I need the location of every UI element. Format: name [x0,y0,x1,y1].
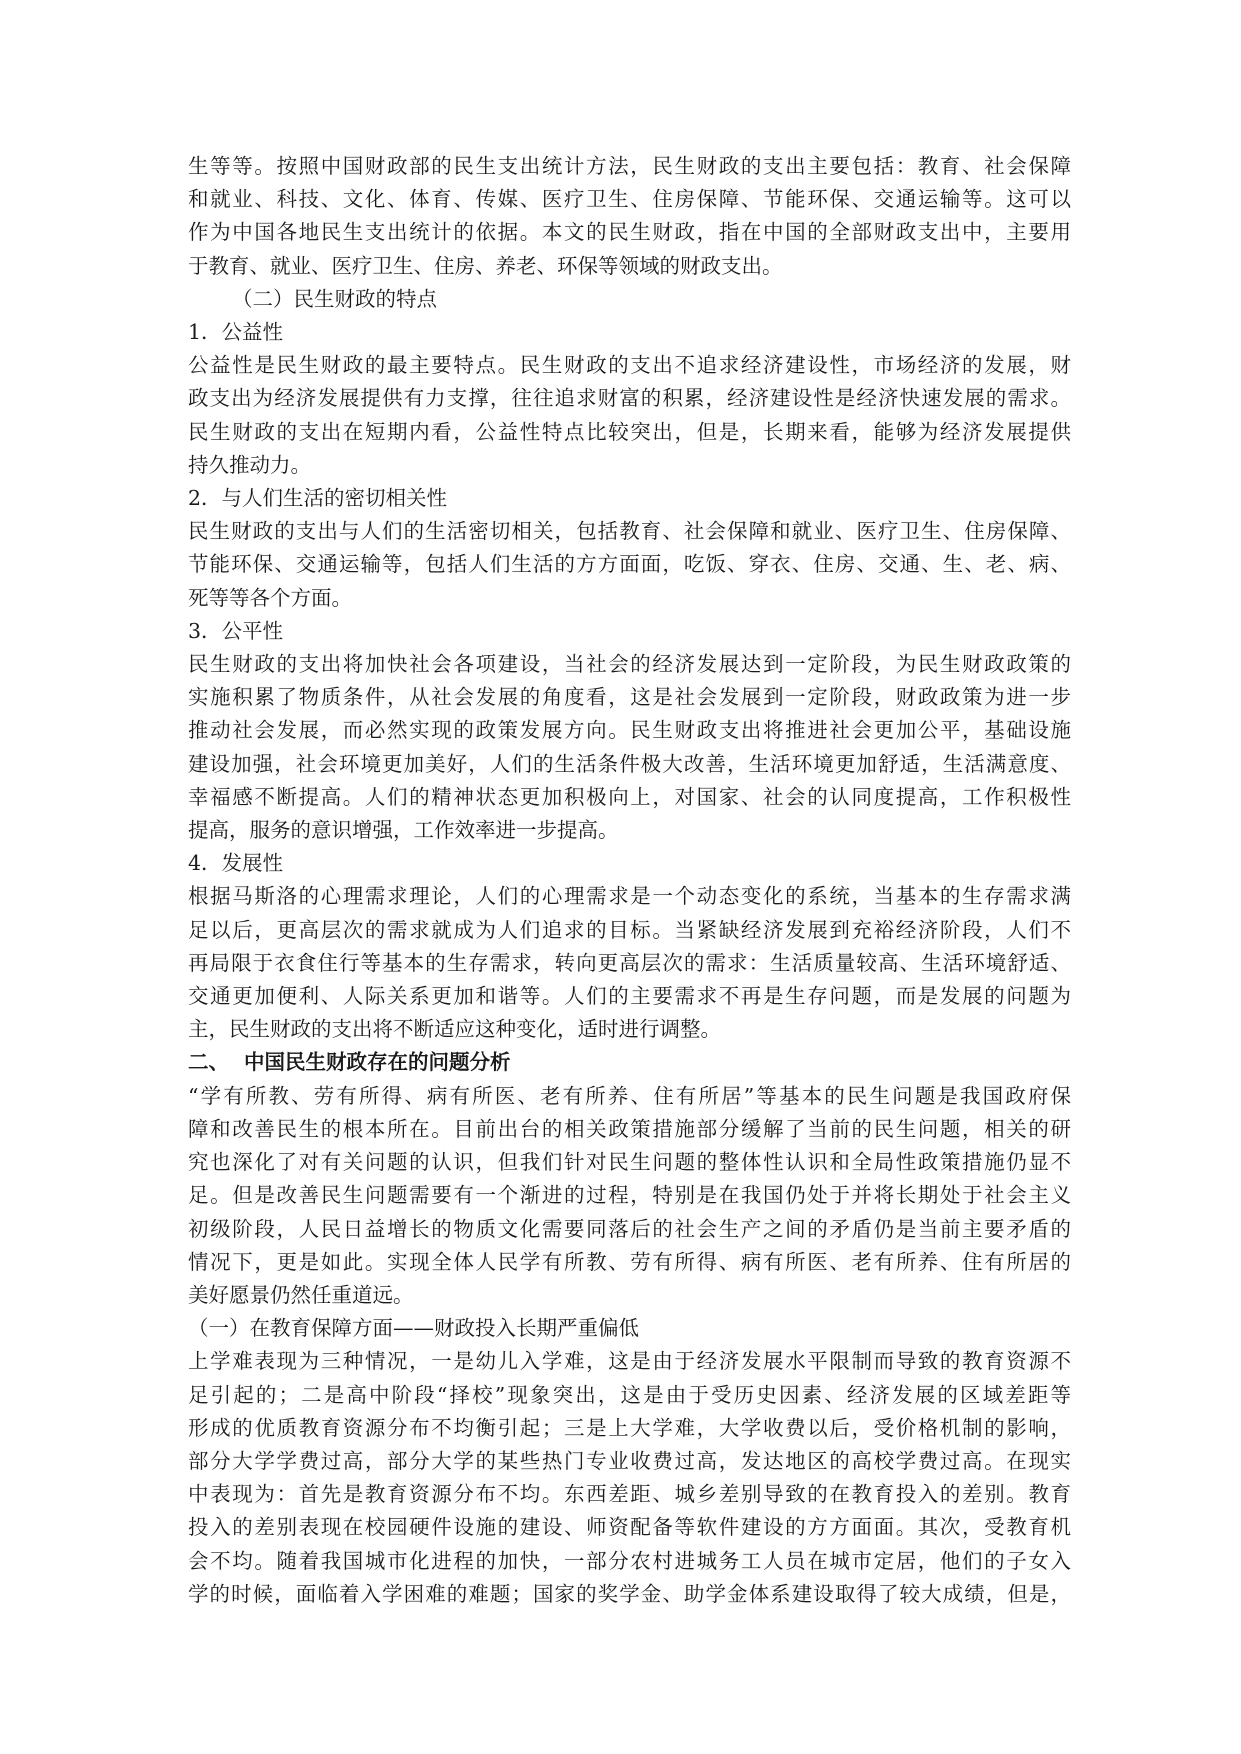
paragraph-line: 交通更加便利、人际关系更加和谐等。人们的主要需求不再是生存问题，而是发展的问题为 [188,984,1071,1009]
item-heading: 1．公益性 [188,320,284,345]
paragraph-line: 中表现为：首先是教育资源分布不均。东西差距、城乡差别导致的在教育投入的差别。教育 [188,1482,1071,1507]
paragraph-line: 根据马斯洛的心理需求理论，人们的心理需求是一个动态变化的系统，当基本的生存需求满 [188,884,1071,909]
paragraph-line: 民生财政的支出将加快社会各项建设，当社会的经济发展达到一定阶段，为民生财政政策的 [188,652,1071,677]
paragraph-line: 足以后，更高层次的需求就成为人们追求的目标。当紧缺经济发展到充裕经济阶段，人们不 [188,917,1071,942]
paragraph-line: 生等等。按照中国财政部的民生支出统计方法，民生财政的支出主要包括：教育、社会保障 [188,154,1071,178]
paragraph-line: 障和改善民生的根本所在。目前出台的相关政策措施部分缓解了当前的民生问题，相关的研 [188,1116,1071,1141]
paragraph-line: 持久推动力。 [188,452,311,477]
paragraph-line: 足引起的；二是高中阶段“择校”现象突出，这是由于受历史因素、经济发展的区域差距等 [188,1382,1071,1407]
paragraph-line: 实施积累了物质条件，从社会发展的角度看，这是社会发展到一定阶段，财政政策为进一步 [188,685,1071,710]
paragraph-line: 部分大学学费过高，部分大学的某些热门专业收费过高，发达地区的高校学费过高。在现实 [188,1448,1071,1473]
paragraph [188,150,1071,283]
paragraph-line: 政支出为经济发展提供有力支撑，往往追求财富的积累，经济建设性是经济快速发展的需求。 [188,386,1071,411]
paragraph-line: 再局限于衣食住行等基本的生存需求，转向更高层次的需求：生活质量较高、生活环境舒适、 [188,950,1071,975]
subsection-heading: （二）民生财政的特点 [232,286,437,311]
paragraph-line: 民生财政的支出与人们的生活密切相关，包括教育、社会保障和就业、医疗卫生、住房保障、 [188,519,1071,544]
paragraph-line: 民生财政的支出在短期内看，公益性特点比较突出，但是，长期来看，能够为经济发展提供 [188,419,1071,444]
item-heading: 4．发展性 [188,851,284,876]
paragraph-line: 死等等各个方面。 [188,585,352,610]
paragraph-line: 作为中国各地民生支出统计的依据。本文的民生财政，指在中国的全部财政支出中，主要用 [188,220,1071,245]
paragraph-line: 初级阶段，人民日益增长的物质文化需要同落后的社会生产之间的矛盾仍是当前主要矛盾的 [188,1216,1071,1241]
paragraph-line: 于教育、就业、医疗卫生、住房、养老、环保等领域的财政支出。 [188,253,783,278]
paragraph-line: 上学难表现为三种情况，一是幼儿入学难，这是由于经济发展水平限制而导致的教育资源不 [188,1349,1071,1374]
section-title: 中国民生财政存在的问题分析 [244,1050,511,1075]
paragraph [188,515,1071,615]
paragraph-line: 公益性是民生财政的最主要特点。民生财政的支出不追求经济建设性，市场经济的发展，财 [188,353,1071,378]
paragraph-line: 究也深化了对有关问题的认识，但我们针对民生问题的整体性认识和全局性政策措施仍显不 [188,1150,1071,1175]
paragraph-line: 提高，服务的意识增强，工作效率进一步提高。 [188,818,619,843]
paragraph-line: 会不均。随着我国城市化进程的加快，一部分农村进城务工人员在城市定居，他们的子女入 [188,1548,1071,1573]
paragraph-line: 足。但是改善民生问题需要有一个渐进的过程，特别是在我国仍处于并将长期处于社会主义 [188,1183,1071,1208]
item-heading: （一）在教育保障方面——财政投入长期严重偏低 [188,1316,639,1341]
section-heading [188,1046,1071,1079]
item-heading: 2．与人们生活的密切相关性 [188,486,448,511]
paragraph-line: 推动社会发展，而必然实现的政策发展方向。民生财政支出将推进社会更加公平，基础设施 [188,718,1071,743]
paragraph [188,1345,1071,1611]
paragraph-line: 建设加强，社会环境更加美好，人们的生活条件极大改善，生活环境更加舒适，生活满意度、 [188,751,1071,776]
paragraph [188,648,1071,847]
paragraph-line: 形成的优质教育资源分布不均衡引起；三是上大学难，大学收费以后，受价格机制的影响， [188,1415,1071,1440]
paragraph [188,349,1071,482]
paragraph-line: 幸福感不断提高。人们的精神状态更加积极向上，对国家、社会的认同度提高，工作积极性 [188,784,1071,809]
paragraph-line: 节能环保、交通运输等，包括人们生活的方方面面，吃饭、穿衣、住房、交通、生、老、病、 [188,552,1071,577]
paragraph-line: 和就业、科技、文化、体育、传媒、医疗卫生、住房保障、节能环保、交通运输等。这可以 [188,187,1071,212]
paragraph-line: 投入的差别表现在校园硬件设施的建设、师资配备等软件建设的方方面面。其次，受教育机 [188,1515,1071,1540]
paragraph-line: 主，民生财政的支出将不断适应这种变化，适时进行调整。 [188,1017,721,1042]
paragraph [188,1080,1071,1312]
section-number: 二、 [188,1050,229,1075]
paragraph [188,880,1071,1046]
item-heading: 3．公平性 [188,618,284,643]
paragraph-line: 情况下，更是如此。实现全体人民学有所教、劳有所得、病有所医、老有所养、住有所居的 [188,1249,1071,1274]
paragraph-line: “学有所教、劳有所得、病有所医、老有所养、住有所居”等基本的民生问题是我国政府保 [188,1083,1071,1108]
paragraph-line: 美好愿景仍然任重道远。 [188,1282,414,1307]
paragraph-line: 学的时候，面临着入学困难的难题；国家的奖学金、助学金体系建设取得了较大成绩，但是， [188,1581,1071,1606]
